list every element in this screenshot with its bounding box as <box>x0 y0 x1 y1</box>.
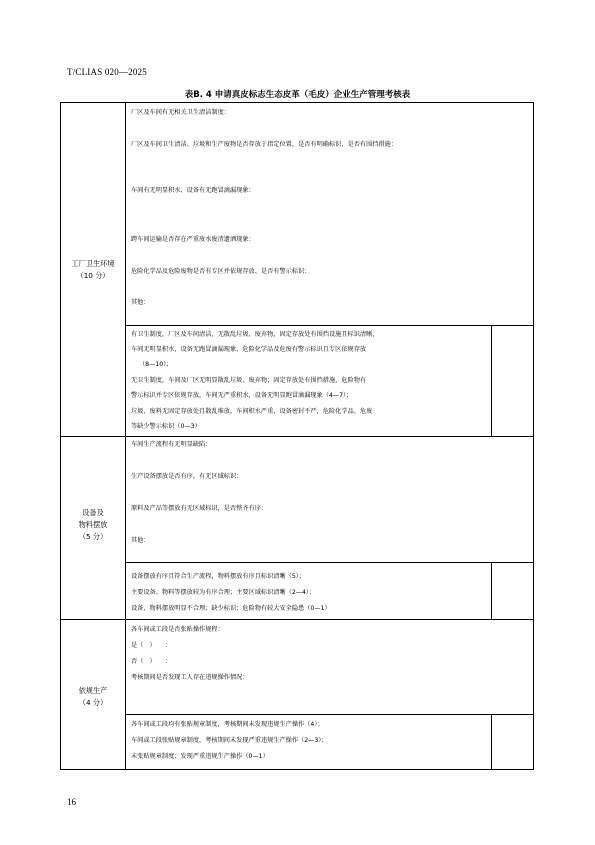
score-column-divider <box>491 715 492 769</box>
category-label: 物料摆放 <box>78 520 108 529</box>
row-divider <box>125 714 533 715</box>
row-divider <box>125 325 533 326</box>
check-item: 危险化学品及危险废物是否有专区并依规存放、是否有警示标识： <box>131 268 311 275</box>
criteria-line: 未张贴规章制度；发现严重违规生产操作（0—1） <box>131 753 269 760</box>
criteria-line: 垃圾、废料无固定存放处且散乱堆放，车间积水严重，设备密封不严，危险化学品、危废 <box>131 408 373 415</box>
check-item: 其他： <box>131 537 150 544</box>
score-column-divider <box>491 563 492 620</box>
criteria-line: 无卫生制度，车间及厂区无明显散乱垃圾、废弃物；固定存放处有围挡措施，危险物有 <box>131 377 367 384</box>
category-label: 工厂卫生环境 <box>71 259 115 268</box>
check-item: 车间有无明显积水、设备有无跑冒滴漏现象： <box>131 187 255 194</box>
category-score: （10 分） <box>76 271 110 280</box>
criteria-line: 有卫生制度，厂区及车间清洁，无散乱垃圾、废弃物，固定存放处有围挡设施且标识清晰， <box>131 331 379 338</box>
check-item: 生产设备摆放是否有序，有无区域标识： <box>131 473 243 480</box>
check-item: 厂区及车间有无相关卫生清洁制度： <box>131 109 230 116</box>
row-divider <box>125 562 533 563</box>
table-title: 表B. 4 申请真皮标志生态皮革（毛皮）企业生产管理考核表 <box>184 90 411 100</box>
check-item: 厂区及车间卫生清洁、垃圾和生产废物是否存放于指定位置，是否有明确标识，是否有围挡措施： <box>131 141 398 148</box>
score-column-divider <box>491 326 492 437</box>
criteria-line: 设备、物料摆放明显不合理；缺少标识；危险物有较大安全隐患（0—1） <box>131 605 331 612</box>
section-divider <box>61 436 533 437</box>
criteria-line: 等缺少警示标识（0—3） <box>131 423 201 430</box>
check-item: 是（ ） ： <box>131 642 172 649</box>
criteria-line: 车间无明显积水，设备无跑冒滴漏现象，危险化学品及危废有警示标识且专区依规存放 <box>131 346 367 353</box>
criteria-line: （8—10）； <box>139 361 173 368</box>
check-item: 车间生产流程有无明显缺陷： <box>131 441 212 448</box>
check-item: 原料及产品等摆放有无区域标识，是否整齐有序： <box>131 505 268 512</box>
check-item: 其他： <box>131 299 150 306</box>
section-category <box>61 507 125 543</box>
criteria-line: 各车间或工段均有张贴规章制度，考核期间未发现违规生产操作（4）； <box>131 721 324 728</box>
check-item: 否（ ） ： <box>131 658 172 665</box>
criteria-line: 车间或工段张贴规章制度，考核期间未发现严重违规生产操作（2—3）； <box>131 737 328 744</box>
category-score: （5 分） <box>78 532 108 541</box>
section-divider <box>61 619 533 620</box>
standard-code: T/CLIAS 020—2025 <box>67 67 147 77</box>
section-category <box>61 258 125 282</box>
category-label: 依规生产 <box>78 686 108 695</box>
check-item: 各车间或工段是否张贴操作规程： <box>131 626 224 633</box>
criteria-line: 设备摆放有序且符合生产流程，物料摆放有序且标识清晰（5）； <box>131 573 306 580</box>
page-number: 16 <box>67 797 76 807</box>
category-label: 设备及 <box>82 508 104 517</box>
check-item: 考核期间是否发现工人存在违规操作情况： <box>131 674 249 681</box>
assessment-table <box>60 102 534 770</box>
check-item: 跨车间运输是否存在严重废水废渣遗洒现象： <box>131 236 255 243</box>
category-score: （4 分） <box>78 698 108 707</box>
criteria-line: 主要设备、物料等摆放较为有序合理；主要区域标识清晰（2—4）； <box>131 589 316 596</box>
section-category <box>61 685 125 709</box>
criteria-line: 警示标识并专区依规存放，车间无严重积水，设备无明显跑冒滴漏现象（4—7）； <box>131 392 353 399</box>
